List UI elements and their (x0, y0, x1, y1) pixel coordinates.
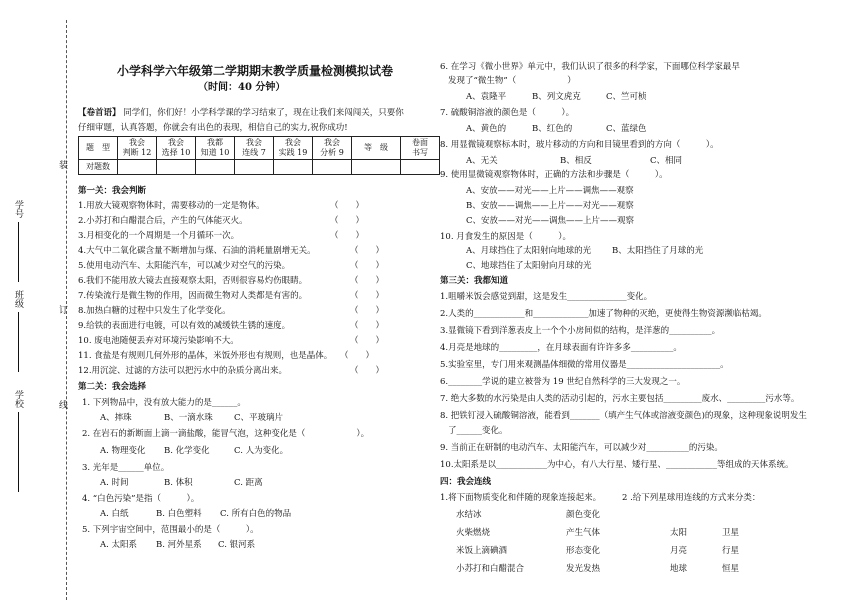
judge-answer-paren[interactable]: （ ） (330, 216, 365, 226)
score-header-type: 题 型 (86, 143, 110, 152)
fill-item: 6.________学说的建立被誉为 19 世纪自然科学的三大发现之一。 (440, 377, 686, 387)
choice-option[interactable]: B. 河外星系 (156, 540, 202, 550)
judge-item: 3.月相变化的一个周期是一个月循环一次。 (78, 231, 240, 241)
section2-title: 第二关：我会选择 (78, 382, 147, 392)
choice-q6-line1: 6. 在学习《微小世界》单元中，我们认识了很多的科学家，下面哪位科学家最早 (440, 62, 740, 72)
match-star-item[interactable]: 太阳 (670, 528, 688, 538)
choice-q3: 3. 光年是______单位。 (82, 463, 170, 473)
judge-answer-paren[interactable]: （ ） (350, 261, 385, 271)
choice-q10: 10. 月食发生的原因是（ ）。 (440, 232, 571, 242)
judge-answer-paren[interactable]: （ ） (350, 306, 385, 316)
choice-option[interactable]: B. 体积 (164, 478, 193, 488)
choice-option[interactable]: B、安放——调焦——上片——对光——观察 (466, 201, 634, 211)
choice-option[interactable]: A、黄色的 (466, 124, 507, 134)
score-cell[interactable] (196, 160, 235, 175)
match-phenomenon-item[interactable]: 发光发热 (566, 564, 601, 574)
match-left-item[interactable]: 火柴燃烧 (456, 528, 491, 538)
fill-item: 2.人类的____________和_____________加速了物种的灭绝，更使得生物资源濒临枯竭。 (440, 309, 767, 319)
class-line (18, 312, 19, 372)
choice-option[interactable]: C. 距离 (234, 478, 263, 488)
judge-answer-paren[interactable]: （ ） (350, 291, 385, 301)
score-cell[interactable] (401, 160, 440, 175)
choice-q5: 5. 下列宇宙空间中，范围最小的是（ ）。 (82, 525, 259, 535)
judge-item: 4.大气中二氧化碳含量不断增加与煤、石油的消耗量剧增无关。 (78, 246, 316, 256)
choice-q6-line2: 发现了“微生物”（ ） (448, 76, 576, 86)
fill-item: 了______变化。 (448, 426, 508, 436)
score-cell[interactable] (313, 160, 352, 175)
judge-answer-paren[interactable]: （ ） (330, 231, 365, 241)
judge-item: 11. 食盐是有规则几何外形的晶体，米饭外形也有规则，也是晶体。 (78, 351, 333, 361)
choice-option[interactable]: C、蓝绿色 (606, 124, 647, 134)
choice-option[interactable]: C、相同 (650, 156, 683, 166)
match-left-item[interactable]: 小苏打和白醋混合 (456, 564, 525, 574)
choice-option[interactable]: A. 白纸 (100, 509, 129, 519)
choice-option[interactable]: C. 人为变化。 (234, 446, 289, 456)
judge-item: 6.我们不能用放大镜去直接观察太阳，否则很容易灼伤眼睛。 (78, 276, 308, 286)
choice-q9: 9. 使用显微镜观察物体时，正确的方法和步骤是（ ）。 (440, 170, 668, 180)
choice-option[interactable]: A. 太阳系 (100, 540, 138, 550)
score-header-cell (79, 137, 118, 160)
choice-q2: 2. 在岩石的新断面上滴一滴盐酸，能冒气泡，这种变化是（ ）。 (82, 429, 370, 439)
intro-label: 【卷首语】 (78, 108, 121, 118)
score-row-label: 对题数 (79, 160, 118, 175)
choice-option[interactable]: B、太阳挡住了月球的光 (612, 246, 704, 256)
match-q1: 1.将下面物质变化和伴随的现象连接起来。 (440, 493, 602, 503)
score-table-header (79, 137, 440, 160)
score-cell[interactable] (274, 160, 313, 175)
choice-option[interactable]: B、一滴水珠 (164, 413, 213, 423)
choice-q4: 4. “白色污染”是指（ ）。 (82, 494, 200, 504)
match-phenomenon-item[interactable]: 产生气体 (566, 528, 601, 538)
choice-option[interactable]: C、平玻璃片 (234, 413, 284, 423)
choice-option[interactable]: A、袁隆平 (466, 92, 507, 102)
class-label: 班级 (13, 290, 23, 308)
binding-mark-1: 装 (57, 160, 67, 169)
choice-option[interactable]: B、红色的 (532, 124, 573, 134)
match-q2: 2 .给下列星球用连线的方式来分类： (622, 493, 761, 503)
fill-item: 9. 当前正在研制的电动汽车、太阳能汽车，可以减少对__________的污染。 (440, 443, 723, 453)
choice-option[interactable]: A、摔珠 (100, 413, 132, 423)
score-table (78, 136, 440, 175)
match-left-item[interactable]: 水结冰 (456, 510, 482, 520)
section3-title: 第三关：我都知道 (440, 276, 509, 286)
judge-item: 12.用沉淀、过滤的方法可以把污水中的杂质分离出来。 (78, 366, 288, 376)
choice-option[interactable]: B. 化学变化 (164, 446, 210, 456)
score-cell[interactable] (235, 160, 274, 175)
student-id-line (18, 222, 19, 282)
judge-item: 9.给铁的表面进行电镀，可以有效的减缓铁生锈的速度。 (78, 321, 291, 331)
fill-item: 3.显微镜下看到洋葱表皮上一个个小房间似的结构，是洋葱的__________。 (440, 326, 721, 336)
intro-text-1: 同学们，你们好！小学科学课的学习结束了，现在让我们来闯闯关，只要你 (123, 108, 404, 118)
judge-item: 10. 废电池随便丢弃对环境污染影响不大。 (78, 336, 239, 346)
match-type-item[interactable]: 行星 (722, 546, 740, 556)
match-type-item[interactable]: 恒星 (722, 564, 740, 574)
choice-option[interactable]: C、安放——对光——调焦——上片——观察 (466, 216, 635, 226)
section1-title: 第一关：我会判断 (78, 186, 147, 196)
judge-item: 7.传染流行是微生物的作用，因而微生物对人类都是有害的。 (78, 291, 308, 301)
choice-option[interactable]: B、列文虎克 (532, 92, 581, 102)
score-header-cell: 卷面 书写 (401, 137, 440, 160)
choice-option[interactable]: A、月球挡住了太阳射向地球的光 (466, 246, 592, 256)
judge-item: 8.加热白糖的过程中只发生了化学变化。 (78, 306, 231, 316)
judge-item: 5.使用电动汽车、太阳能汽车，可以减少对空气的污染。 (78, 261, 291, 271)
fill-item: 5.实验室里，专门用来观测晶体细微的常用仪器是______________________。 (440, 360, 729, 370)
score-header-cell: 我会 判断 12 (118, 137, 157, 160)
judge-answer-paren[interactable]: （ ） (350, 276, 385, 286)
choice-option[interactable]: C. 所有白色的物品 (220, 509, 292, 519)
fill-item: 8. 把铁钉浸入硫酸铜溶液，能看到_______（填产生气体或溶液变颜色)的现象，这种现象说明发生 (440, 411, 807, 421)
match-type-item[interactable]: 卫星 (722, 528, 740, 538)
section4-title: 四：我会连线 (440, 477, 492, 487)
choice-option[interactable]: A. 时间 (100, 478, 129, 488)
intro-line-2: 仔细审题，认真答题，你就会有出色的表现，相信自己的实力,祝你成功! (78, 123, 348, 133)
page-subtitle: （时间：40 分钟） (198, 82, 286, 93)
fill-item: 4.月亮是地球的_________，在月球表面有许许多多__________。 (440, 343, 682, 353)
score-header-cell: 等 级 (352, 137, 401, 160)
match-star-item[interactable]: 月亮 (670, 546, 688, 556)
judge-item: 1.用放大镜观察物体时，需要移动的一定是物体。 (78, 201, 265, 211)
school-line (18, 412, 19, 492)
match-star-item[interactable]: 地球 (670, 564, 688, 574)
page-title: 小学科学六年级第二学期期末教学质量检测模拟试卷 (117, 64, 394, 78)
choice-option[interactable]: C、地球挡住了太阳射向月球的光 (466, 261, 592, 271)
judge-answer-paren[interactable]: （ ） (340, 351, 375, 361)
choice-option[interactable]: A、无关 (466, 156, 498, 166)
judge-answer-paren[interactable]: （ ） (350, 366, 385, 376)
judge-answer-paren[interactable]: （ ） (350, 321, 385, 331)
score-header-cell: 我会 选择 10 (157, 137, 196, 160)
score-cell[interactable] (118, 160, 157, 175)
score-header-cell: 我会 实践 19 (274, 137, 313, 160)
judge-answer-paren[interactable]: （ ） (330, 201, 365, 211)
score-cell[interactable] (157, 160, 196, 175)
match-left-item[interactable]: 米饭上滴碘酒 (456, 546, 508, 556)
judge-answer-paren[interactable]: （ ） (350, 246, 385, 256)
fill-item: 1.咀嚼米饭会感觉到甜，这是发生______________变化。 (440, 292, 653, 302)
choice-option[interactable]: B、相反 (560, 156, 592, 166)
score-cell[interactable] (352, 160, 401, 175)
choice-option[interactable]: C. 银河系 (218, 540, 256, 550)
choice-q7: 7. 硫酸铜溶液的颜色是（ ）。 (440, 108, 575, 118)
score-header-cell: 我会 分析 9 (313, 137, 352, 160)
match-phenomenon-item[interactable]: 颜色变化 (566, 510, 601, 520)
binding-mark-3: 线 (57, 400, 67, 409)
intro-line-1 (78, 108, 404, 119)
match-phenomenon-item[interactable]: 形态变化 (566, 546, 601, 556)
choice-option[interactable]: B. 白色塑料 (156, 509, 202, 519)
choice-option[interactable]: A、安放——对光——上片——调焦——观察 (466, 186, 634, 196)
judge-answer-paren[interactable]: （ ） (350, 336, 385, 346)
choice-q1: 1. 下列物品中，没有放大能力的是______。 (82, 398, 246, 408)
score-header-cell: 我都 知道 10 (196, 137, 235, 160)
score-table-row (79, 160, 440, 175)
choice-option[interactable]: C、竺可桢 (606, 92, 647, 102)
choice-option[interactable]: A. 物理变化 (100, 446, 146, 456)
fill-item: 10.太阳系是以____________为中心，有八大行星、矮行星、____________等组成的天体系统。 (440, 460, 794, 470)
student-id-label: 学号 (13, 200, 23, 218)
binding-mark-2: 订 (57, 305, 67, 314)
fill-item: 7. 绝大多数的水污染是由人类的活动引起的，污水主要包括_________废水、_________污水等。 (440, 394, 800, 404)
school-label: 学校 (13, 390, 23, 408)
judge-item: 2.小苏打和白醋混合后，产生的气体能灭火。 (78, 216, 248, 226)
score-header-cell: 我会 连线 7 (235, 137, 274, 160)
choice-q8: 8. 用显微镜观察标本时，玻片移动的方向和目镜里看到的方向（ ）。 (440, 140, 719, 150)
